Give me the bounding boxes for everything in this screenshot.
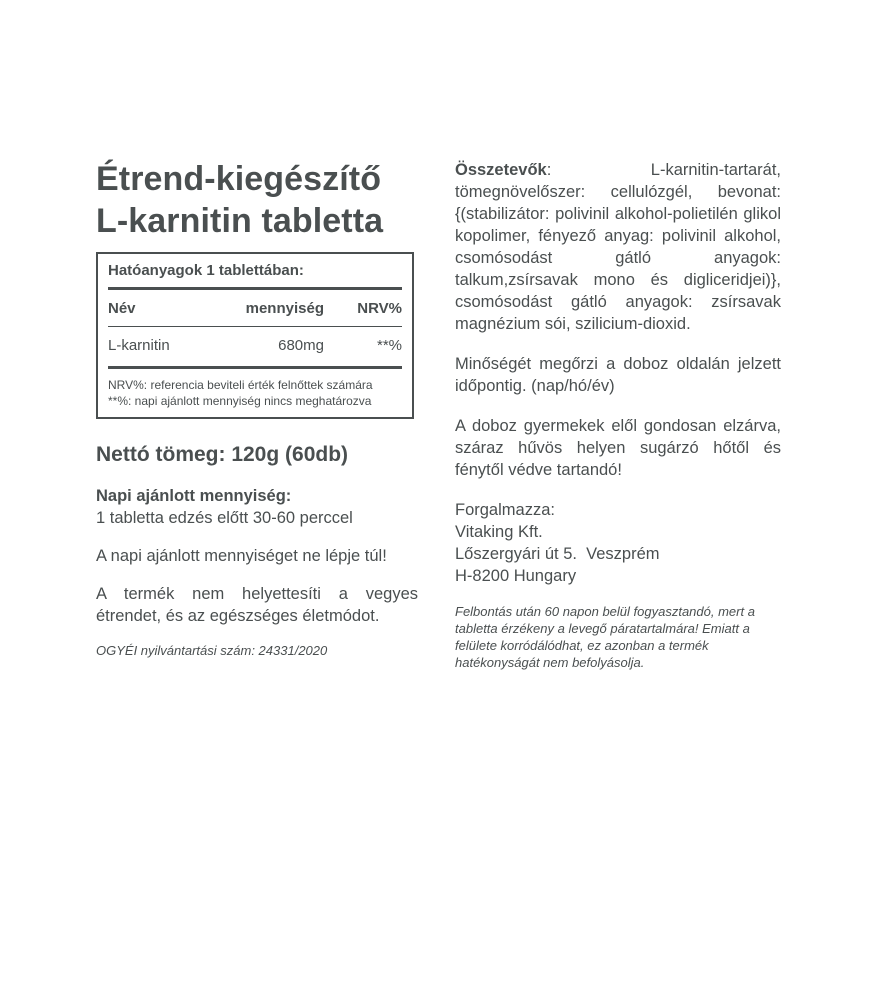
product-title <box>96 158 418 242</box>
footnote-stars: **%: napi ajánlott mennyiség nincs meghatározva <box>108 394 372 408</box>
title-line-2: L-karnitin tabletta <box>96 202 384 240</box>
table-row <box>108 327 402 369</box>
right-column <box>455 159 781 671</box>
opening-note: Felbontás után 60 napon belül fogyasztandó, mert a tabletta érzékeny a levegő páratartalmára! Emiatt a felülete korródálódhat, ez azonban a termék hatékonyságát nem befolyásolja. <box>455 604 755 670</box>
dosage-label: Napi ajánlott mennyiség: <box>96 487 292 505</box>
left-column <box>96 158 418 658</box>
ingredients-text: : L-karnitin-tartarát, tömegnövelőszer: cellulózgél, bevonat: {(stabilizátor: polivinil alkohol-polietilén glikol kopolimer, fényező anyag: polivinil alkohol, csomósodást gátló anyagok: talkum,zsírsavak mono és digliceridjei)}, csomósodást gátló anyagok: zsírsavak magnézium sói, szilicium-dioxid. <box>455 161 781 333</box>
nutrition-footnotes <box>108 369 402 409</box>
column-amount: mennyiség <box>245 300 324 317</box>
row-nrv: **% <box>376 337 402 354</box>
ingredients <box>455 159 781 335</box>
distributor-label: Forgalmazza: <box>455 501 555 519</box>
nutrition-table <box>96 252 414 419</box>
title-line-1: Étrend-kiegészítő <box>96 160 382 198</box>
distributor-block <box>455 499 781 587</box>
nutrition-table-columns <box>108 290 402 327</box>
warning-dosage: A napi ajánlott mennyiséget ne lépje túl! <box>96 547 387 565</box>
dosage-block <box>96 485 418 529</box>
column-nrv: NRV% <box>357 300 402 317</box>
ingredients-label: Összetevők <box>455 161 547 179</box>
storage-text: A doboz gyermekek elől gondosan elzárva, száraz hűvös helyen sugárzó hőtől és fénytől védve tartandó! <box>455 417 781 479</box>
net-weight: Nettó tömeg: 120g (60db) <box>96 443 349 466</box>
best-before-text: Minőségét megőrzi a doboz oldalán jelzett időpontig. (nap/hó/év) <box>455 355 781 395</box>
row-name: L-karnitin <box>108 337 170 354</box>
row-amount: 680mg <box>278 337 324 354</box>
footnote-nrv: NRV%: referencia beviteli érték felnőttek számára <box>108 378 373 392</box>
dosage-text: 1 tabletta edzés előtt 30-60 perccel <box>96 509 353 527</box>
distributor-address: Lőszergyári út 5. Veszprém <box>455 545 660 563</box>
distributor-city: H-8200 Hungary <box>455 567 577 585</box>
distributor-company: Vitaking Kft. <box>455 523 543 541</box>
warning-diet: A termék nem helyettesíti a vegyes étrendet, és az egészséges életmódot. <box>96 585 418 625</box>
column-name: Név <box>108 300 136 317</box>
nutrition-table-header: Hatóanyagok 1 tablettában: <box>108 262 402 290</box>
registration-number: OGYÉI nyilvántartási szám: 24331/2020 <box>96 643 328 658</box>
